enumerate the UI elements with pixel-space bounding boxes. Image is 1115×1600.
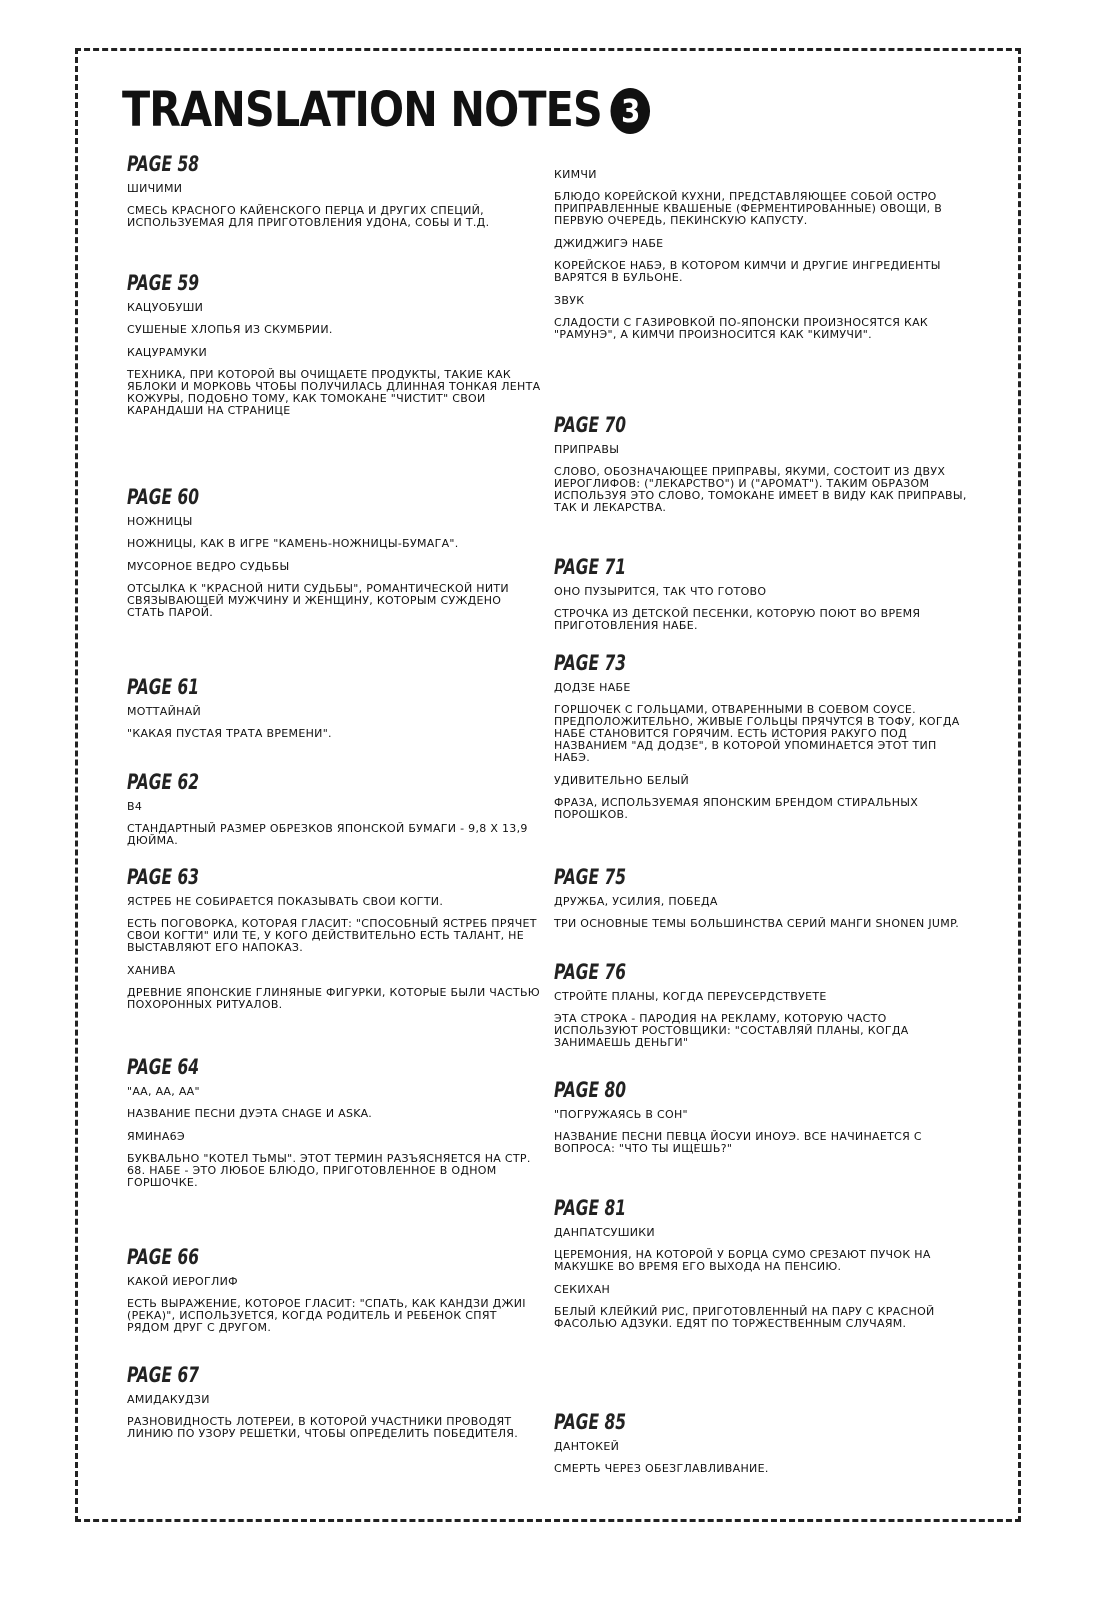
note-definition: НАЗВАНИЕ ПЕСНИ ДУЭТА CHAGE И ASKA. (127, 1107, 373, 1120)
note-term: УДИВИТЕЛЬНО БЕЛЫЙ (554, 774, 690, 787)
note-section (127, 865, 542, 1021)
note-term: ДАНТОКЕЙ (554, 1440, 620, 1453)
page-heading: PAGE 62 (127, 770, 200, 794)
page-heading: PAGE 80 (554, 1078, 627, 1102)
note-definition: ЦЕРЕМОНИЯ, НА КОТОРОЙ У БОРЦА СУМО СРЕЗАЮТ ПУЧОК НА МАКУШКЕ ВО ВРЕМЯ ЕГО ВЫХОДА НА ПЕНСИЮ. (554, 1248, 931, 1273)
note-term: ДАНПАТСУШИКИ (554, 1226, 655, 1239)
note-definition: БУКВАЛЬНО "КОТЕЛ ТЬМЫ". ЭТОТ ТЕРМИН РАЗЪЯСНЯЕТСЯ НА СТР. 68. НАБЕ - ЭТО ЛЮБОЕ БЛЮДО, ПРИГОТОВЛЕННОЕ В ОДНОМ ГОРШОЧКЕ. (127, 1152, 531, 1189)
note-term: КАЦУРАМУКИ (127, 346, 207, 359)
note-term: B4 (127, 800, 143, 813)
note-definition: ТРИ ОСНОВНЫЕ ТЕМЫ БОЛЬШИНСТВА СЕРИЙ МАНГИ SHONEN JUMP. (554, 917, 960, 930)
page-heading: PAGE 71 (554, 555, 627, 579)
note-continuation (554, 168, 969, 351)
page-title (122, 82, 650, 138)
page-heading: PAGE 64 (127, 1055, 200, 1079)
page-heading: PAGE 66 (127, 1245, 200, 1269)
note-definition: РАЗНОВИДНОСТЬ ЛОТЕРЕИ, В КОТОРОЙ УЧАСТНИКИ ПРОВОДЯТ ЛИНИЮ ПО УЗОРУ РЕШЕТКИ, ЧТОБЫ ОПРЕДЕЛИТЬ ПОБЕДИТЕЛЯ. (127, 1415, 519, 1440)
page-heading: PAGE 70 (554, 413, 627, 437)
note-definition: БЛЮДО КОРЕЙСКОЙ КУХНИ, ПРЕДСТАВЛЯЮЩЕЕ СОБОЙ ОСТРО ПРИПРАВЛЕННЫЕ КВАШЕНЫЕ (ФЕРМЕНТИРОВАННЫЕ) ОВОЩИ, В ПЕРВУЮ ОЧЕРЕДЬ, ПЕКИНСКУЮ КАПУСТУ. (554, 190, 943, 227)
note-section (127, 485, 542, 629)
note-section (554, 960, 969, 1059)
note-definition: СТРОЧКА ИЗ ДЕТСКОЙ ПЕСЕНКИ, КОТОРУЮ ПОЮТ ВО ВРЕМЯ ПРИГОТОВЛЕНИЯ НАБЕ. (554, 607, 921, 632)
note-section (554, 1078, 969, 1165)
note-definition: СЛОВО, ОБОЗНАЧАЮЩЕЕ ПРИПРАВЫ, ЯКУМИ, СОСТОИТ ИЗ ДВУХ ИЕРОГЛИФОВ: ("ЛЕКАРСТВО") И ("АРОМАТ"). ТАКИМ ОБРАЗОМ ИСПОЛЬЗУЯ ЭТО СЛОВО, ТОМОКАНЕ ИМЕЕТ В ВИДУ КАК ПРИПРАВЫ, ТАК И ЛЕКАРСТВА. (554, 465, 967, 514)
page-heading: PAGE 85 (554, 1410, 627, 1434)
page-heading: PAGE 59 (127, 271, 200, 295)
page-heading: PAGE 75 (554, 865, 627, 889)
note-section (127, 152, 542, 239)
note-definition: СТАНДАРТНЫЙ РАЗМЕР ОБРЕЗКОВ ЯПОНСКОЙ БУМАГИ - 9,8 X 13,9 ДЮЙМА. (127, 822, 528, 847)
note-term: ДРУЖБА, УСИЛИЯ, ПОБЕДА (554, 895, 718, 908)
note-section (554, 555, 969, 642)
title-text: TRANSLATION NOTES (122, 82, 602, 138)
note-term: МУСОРНОЕ ВЕДРО СУДЬБЫ (127, 560, 290, 573)
note-term: ОНО ПУЗЫРИТСЯ, ТАК ЧТО ГОТОВО (554, 585, 767, 598)
note-section (127, 271, 542, 427)
note-section (554, 865, 969, 940)
note-section (554, 1196, 969, 1340)
note-section (127, 1245, 542, 1344)
note-section (554, 651, 969, 831)
note-term: ШИЧИМИ (127, 182, 183, 195)
note-term: СТРОЙТЕ ПЛАНЫ, КОГДА ПЕРЕУСЕРДСТВУЕТЕ (554, 990, 827, 1003)
note-definition: "КАКАЯ ПУСТАЯ ТРАТА ВРЕМЕНИ". (127, 727, 332, 740)
note-definition: СМЕРТЬ ЧЕРЕЗ ОБЕЗГЛАВЛИВАНИЕ. (554, 1462, 769, 1475)
note-definition: ДРЕВНИЕ ЯПОНСКИЕ ГЛИНЯНЫЕ ФИГУРКИ, КОТОРЫЕ БЫЛИ ЧАСТЬЮ ПОХОРОННЫХ РИТУАЛОВ. (127, 986, 540, 1011)
note-definition: НАЗВАНИЕ ПЕСНИ ПЕВЦА ЙОСУИ ИНОУЭ. ВСЕ НАЧИНАЕТСЯ С ВОПРОСА: "ЧТО ТЫ ИЩЕШЬ?" (554, 1130, 922, 1155)
note-section (127, 770, 542, 857)
note-definition: ЭТА СТРОКА - ПАРОДИЯ НА РЕКЛАМУ, КОТОРУЮ ЧАСТО ИСПОЛЬЗУЮТ РОСТОВЩИКИ: "СОСТАВЛЯЙ ПЛАНЫ, КОГДА ЗАНИМАЕШЬ ДЕНЬГИ" (554, 1012, 909, 1049)
note-definition: ЕСТЬ ВЫРАЖЕНИЕ, КОТОРОЕ ГЛАСИТ: "СПАТЬ, КАК КАНДЗИ ДЖИІ (РЕКА)", ИСПОЛЬЗУЕТСЯ, КОГДА РОДИТЕЛЬ И РЕБЕНОК СПЯТ РЯДОМ ДРУГ С ДРУГОМ. (127, 1297, 526, 1334)
note-definition: ГОРШОЧЕК С ГОЛЬЦАМИ, ОТВАРЕННЫМИ В СОЕВОМ СОУСЕ. ПРЕДПОЛОЖИТЕЛЬНО, ЖИВЫЕ ГОЛЬЦЫ ПРЯЧУТСЯ В ТОФУ, КОГДА НАБЕ СТАНОВИТСЯ ГОРЯЧИМ. ЕСТЬ ИСТОРИЯ РАКУГО ПОД НАЗВАНИЕМ "АД ДОДЗЕ", В КОТОРОЙ УПОМИНАЕТСЯ ЭТОТ ТИП НАБЭ. (554, 703, 960, 764)
page-heading: PAGE 67 (127, 1363, 200, 1387)
note-term: МОТТАЙНАЙ (127, 705, 202, 718)
note-definition: ЕСТЬ ПОГОВОРКА, КОТОРАЯ ГЛАСИТ: "СПОСОБНЫЙ ЯСТРЕБ ПРЯЧЕТ СВОИ КОГТИ" ИЛИ ТЕ, У КОГО ДЕЙСТВИТЕЛЬНО ЕСТЬ ТАЛАНТ, НЕ ВЫСТАВЛЯЮТ ЕГО НАПОКАЗ. (127, 917, 537, 954)
note-definition: ТЕХНИКА, ПРИ КОТОРОЙ ВЫ ОЧИЩАЕТЕ ПРОДУКТЫ, ТАКИЕ КАК ЯБЛОКИ И МОРКОВЬ ЧТОБЫ ПОЛУЧИЛАСЬ ДЛИННАЯ ТОНКАЯ ЛЕНТА КОЖУРЫ, ПОДОБНО ТОМУ, КАК ТОМОКАНЕ "ЧИСТИТ" СВОИ КАРАНДАШИ НА СТРАНИЦЕ (127, 368, 541, 417)
note-section (127, 675, 542, 750)
note-definition: НОЖНИЦЫ, КАК В ИГРЕ "КАМЕНЬ-НОЖНИЦЫ-БУМАГА". (127, 537, 459, 550)
note-definition: ФРАЗА, ИСПОЛЬЗУЕМАЯ ЯПОНСКИМ БРЕНДОМ СТИРАЛЬНЫХ ПОРОШКОВ. (554, 796, 919, 821)
note-section (127, 1055, 542, 1199)
note-definition: СЛАДОСТИ С ГАЗИРОВКОЙ ПО-ЯПОНСКИ ПРОИЗНОСЯТСЯ КАК "РАМУНЭ", А КИМЧИ ПРОИЗНОСИТСЯ КАК "КИМУЧИ". (554, 316, 929, 341)
note-term: ХАНИВА (127, 964, 176, 977)
note-term: ЯМИНА6Э (127, 1130, 185, 1143)
note-term: ПРИПРАВЫ (554, 443, 620, 456)
page-heading: PAGE 61 (127, 675, 200, 699)
note-term: ДОДЗЕ НАБЕ (554, 681, 631, 694)
page-heading: PAGE 81 (554, 1196, 627, 1220)
note-section (554, 413, 969, 524)
note-section (554, 1410, 969, 1485)
note-term: КАЦУОБУШИ (127, 301, 204, 314)
note-definition: СУШЕНЫЕ ХЛОПЬЯ ИЗ СКУМБРИИ. (127, 323, 333, 336)
note-term: НОЖНИЦЫ (127, 515, 193, 528)
note-term: ДЖИДЖИГЭ НАБЕ (554, 237, 664, 250)
page-heading: PAGE 58 (127, 152, 200, 176)
note-definition: БЕЛЫЙ КЛЕЙКИЙ РИС, ПРИГОТОВЛЕННЫЙ НА ПАРУ С КРАСНОЙ ФАСОЛЬЮ АДЗУКИ. ЕДЯТ ПО ТОРЖЕСТВЕННЫМ СЛУЧАЯМ. (554, 1305, 935, 1330)
note-term: "ПОГРУЖАЯСЬ В СОН" (554, 1108, 688, 1121)
note-section (127, 1363, 542, 1450)
note-definition: КОРЕЙСКОЕ НАБЭ, В КОТОРОМ КИМЧИ И ДРУГИЕ ИНГРЕДИЕНТЫ ВАРЯТСЯ В БУЛЬОНЕ. (554, 259, 941, 284)
note-definition: ОТСЫЛКА К "КРАСНОЙ НИТИ СУДЬБЫ", РОМАНТИЧЕСКОЙ НИТИ СВЯЗЫВАЮЩЕЙ МУЖЧИНУ И ЖЕНЩИНУ, КОТОРЫМ СУЖДЕНО СТАТЬ ПАРОЙ. (127, 582, 509, 619)
page-heading: PAGE 73 (554, 651, 627, 675)
note-term: СЕКИХАН (554, 1283, 611, 1296)
note-term: ЯСТРЕБ НЕ СОБИРАЕТСЯ ПОКАЗЫВАТЬ СВОИ КОГТИ. (127, 895, 444, 908)
note-term: АМИДАКУДЗИ (127, 1393, 210, 1406)
note-term: КИМЧИ (554, 168, 597, 181)
note-term: ЗВУК (554, 294, 585, 307)
page-heading: PAGE 60 (127, 485, 200, 509)
note-definition: СМЕСЬ КРАСНОГО КАЙЕНСКОГО ПЕРЦА И ДРУГИХ СПЕЦИЙ, ИСПОЛЬЗУЕМАЯ ДЛЯ ПРИГОТОВЛЕНИЯ УДОНА, СОБЫ И Т.Д. (127, 204, 490, 229)
page-heading: PAGE 76 (554, 960, 627, 984)
note-term: "АА, АА, АА" (127, 1085, 200, 1098)
page-heading: PAGE 63 (127, 865, 200, 889)
note-term: КАКОЙ ИЕРОГЛИФ (127, 1275, 238, 1288)
title-number-badge: 3 (610, 88, 650, 134)
